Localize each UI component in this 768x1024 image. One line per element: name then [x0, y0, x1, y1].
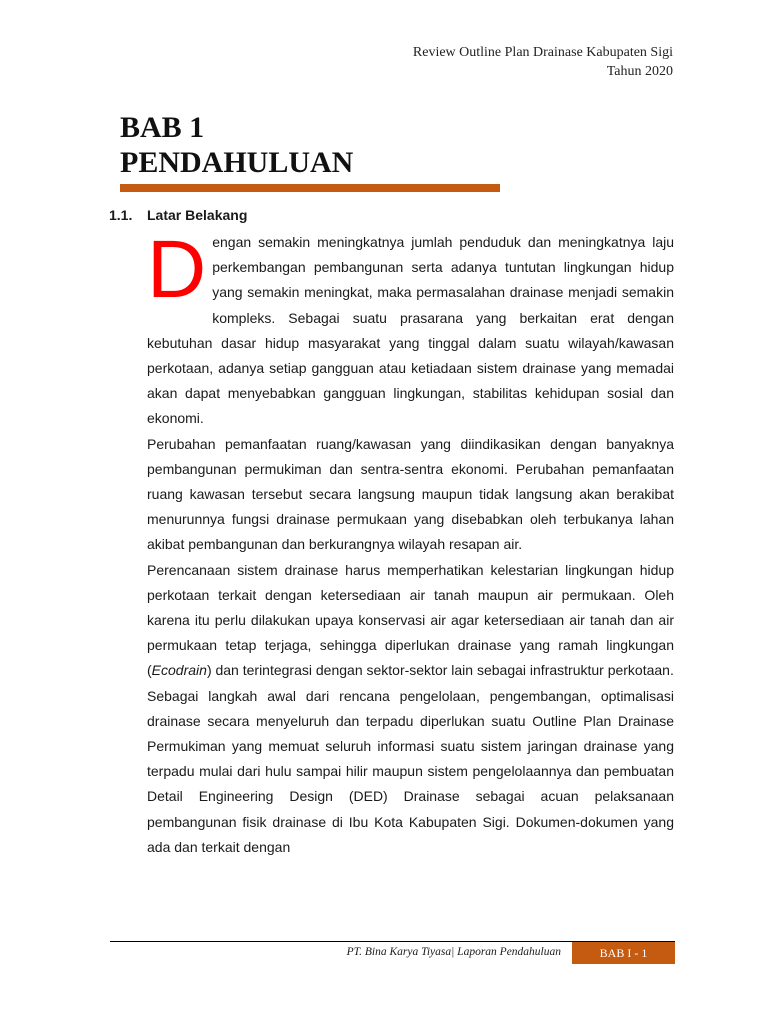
section-heading — [109, 207, 247, 223]
paragraph-3-text-b: ) dan terintegrasi dengan sektor-sektor lain sebagai infrastruktur perkotaan. — [206, 662, 674, 679]
paragraph-3-emphasis: Ecodrain — [151, 662, 207, 679]
paragraph-3-text-a: Perencanaan sistem drainase harus memperhatikan kelestarian lingkungan hidup perkotaan terkait dengan ketersediaan air tanah maupun air permukaan. Oleh karena itu perlu dilakukan upaya konservasi air agar ketersediaan air tanah dan air permukaan tetap terjaga, sehingga diperlukan drainase yang ramah lingkungan ( — [147, 561, 674, 679]
footer-page-badge — [572, 942, 675, 964]
chapter-underline — [120, 184, 500, 192]
header-year: Tahun 2020 — [606, 64, 673, 79]
footer-page-number: BAB I - 1 — [599, 945, 648, 960]
section-title: Latar Belakang — [147, 207, 248, 223]
running-header — [413, 43, 673, 81]
chapter-title: PENDAHULUAN — [120, 146, 354, 179]
body-text — [147, 224, 674, 860]
paragraph-4: Sebagai langkah awal dari rencana pengelolaan, pengembangan, optimalisasi drainase secara menyeluruh dan terpadu diperlukan suatu Outline Plan Drainase Permukiman yang memuat seluruh informasi suatu sistem jaringan drainase yang terpadu mulai dari hulu sampai hilir maupun sistem pengelolaannya dan pembuatan Detail Engineering Design (DED) Drainase sebagai acuan pelaksanaan pembangunan fisik drainase di Ibu Kota Kabupaten Sigi. Dokumen-dokumen yang ada dan terkait dengan — [147, 687, 674, 855]
chapter-number: BAB 1 — [120, 111, 205, 144]
section-number: 1.1. — [109, 207, 133, 223]
chapter-heading — [120, 110, 353, 180]
paragraph-2: Perubahan pemanfaatan ruang/kawasan yang diindikasikan dengan banyaknya pembangunan permukiman dan sentra-sentra ekonomi. Perubahan pemanfaatan ruang kawasan tersebut secara langsung maupun tidak langsung akan berakibat menurunnya fungsi drainase permukaan yang disebabkan oleh terbukanya lahan akibat pembangunan dan berkurangnya wilayah resapan air. — [147, 435, 674, 553]
drop-cap: D — [147, 224, 207, 315]
header-document-title: Review Outline Plan Drainase Kabupaten Sigi — [412, 45, 673, 60]
paragraph-1 — [147, 224, 674, 432]
paragraph-3 — [147, 558, 674, 684]
footer-company: PT. Bina Karya Tiyasa| Laporan Pendahuluan — [346, 946, 561, 958]
paragraph-1-text: engan semakin meningkatnya jumlah penduduk dan meningkatnya laju perkembangan pembangunan serta adanya tuntutan lingkungan hidup yang semakin meningkat, maka permasalahan drainase menjadi semakin kompleks. Sebagai suatu prasarana yang berkaitan erat dengan kebutuhan dasar hidup masyarakat yang tinggal dalam suatu wilayah/kawasan perkotaan, adanya setiap gangguan atau ketiadaan sistem drainase yang memadai akan dapat menyebabkan gangguan lingkungan, stabilitas kehidupan sosial dan ekonomi. — [147, 234, 674, 427]
